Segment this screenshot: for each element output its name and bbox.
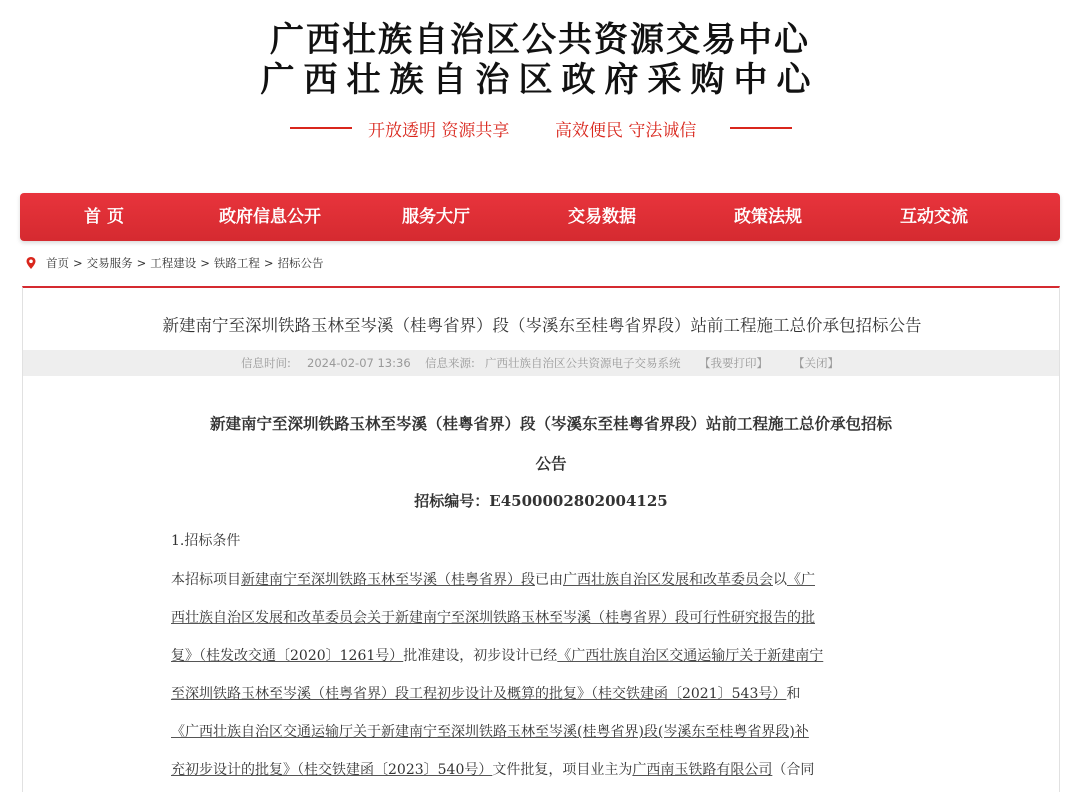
body-text: 和 [786,686,801,702]
design-approval-document: 《广西壮族自治区交通运输厅关于新建南宁 [557,648,824,664]
supplementary-approval-document: 《广西壮族自治区交通运输厅关于新建南宁至深圳铁路玉林至岑溪(桂粤省界)段(岑溪东至桂粤省界段)补 [171,724,809,740]
slogan-divider-right [730,127,792,129]
nav-trade-data[interactable]: 交易数据 [568,207,636,227]
main-nav [20,193,1060,241]
approval-document: 复》（桂发改交通〔2020〕1261号） [171,648,404,664]
slogan-left: 开放透明 资源共享 [368,121,510,141]
site-title-line1: 广西壮族自治区公共资源交易中心 [270,20,810,60]
body-text: 以 [773,572,787,588]
slogan-divider-left [290,127,352,129]
site-header [0,0,1080,190]
body-line [171,683,911,703]
approval-document: 《广 [787,572,815,588]
nav-home[interactable]: 首 页 [84,207,124,227]
section-heading: 1.招标条件 [171,533,241,549]
design-approval-document: 至深圳铁路玉林至岑溪（桂粤省界）段工程初步设计及概算的批复》（桂交铁建函〔2021〕543号） [171,686,787,702]
slogan-row [0,116,1080,140]
breadcrumb-sep: > [136,256,147,270]
body-text: 本招标项目 [171,572,241,588]
meta-time-value: 2024-02-07 13:36 [307,356,411,370]
article-panel [22,286,1060,792]
breadcrumb-bid-notice[interactable]: 招标公告 [277,256,324,270]
article-meta-bar [23,350,1059,376]
meta-source-label: 信息来源: [425,356,475,370]
body-line [171,569,911,589]
meta-source-value: 广西壮族自治区公共资源电子交易系统 [485,356,681,370]
body-text: 文件批复，项目业主为 [492,762,633,778]
breadcrumb-railway[interactable]: 铁路工程 [213,256,260,270]
project-owner: 广西南玉铁路有限公司 [632,762,773,778]
body-text: 已由 [535,572,563,588]
approval-document: 西壮族自治区发展和改革委员会关于新建南宁至深圳铁路玉林至岑溪（桂粤省界）段可行性研究报告的批 [171,610,815,626]
nav-service-hall[interactable]: 服务大厅 [402,207,470,227]
approval-authority: 广西壮族自治区发展和改革委员会 [563,572,773,588]
slogan-right: 高效便民 守法诚信 [555,121,697,141]
breadcrumb-sep: > [200,256,210,270]
article-title: 新建南宁至深圳铁路玉林至岑溪（桂粤省界）段（岑溪东至桂粤省界段）站前工程施工总价承包招标公告 [162,316,922,335]
bid-code: 招标编号：E4500002802004125 [414,492,668,510]
breadcrumb-sep: > [263,256,274,270]
body-line [171,645,911,665]
nav-interaction[interactable]: 互动交流 [900,207,968,227]
body-line [171,759,911,779]
breadcrumb-trade-service[interactable]: 交易服务 [86,256,133,270]
close-button[interactable]: 【关闭】 [793,356,839,370]
body-text: 批准建设，初步设计已经 [403,648,558,664]
breadcrumb [24,252,324,274]
body-text: （合同 [772,762,815,778]
body-line [171,607,911,627]
nav-government-info[interactable]: 政府信息公开 [219,207,321,227]
location-pin-icon [24,256,38,270]
breadcrumb-home[interactable]: 首页 [46,256,69,270]
nav-policies[interactable]: 政策法规 [734,207,802,227]
supplementary-approval-document: 充初步设计的批复》（桂交铁建函〔2023〕540号） [171,762,493,778]
body-heading-line2: 公告 [535,454,567,473]
meta-time-label: 信息时间: [241,356,291,370]
body-heading-line1: 新建南宁至深圳铁路玉林至岑溪（桂粤省界）段（岑溪东至桂粤省界段）站前工程施工总价承包招标 [209,414,892,433]
body-line [171,721,911,741]
site-title-line2: 广西壮族自治区政府采购中心 [260,60,820,100]
breadcrumb-sep: > [73,256,83,270]
breadcrumb-construction[interactable]: 工程建设 [150,256,197,270]
project-name: 新建南宁至深圳铁路玉林至岑溪（桂粤省界）段 [241,572,535,588]
print-button[interactable]: 【我要打印】 [699,356,768,370]
